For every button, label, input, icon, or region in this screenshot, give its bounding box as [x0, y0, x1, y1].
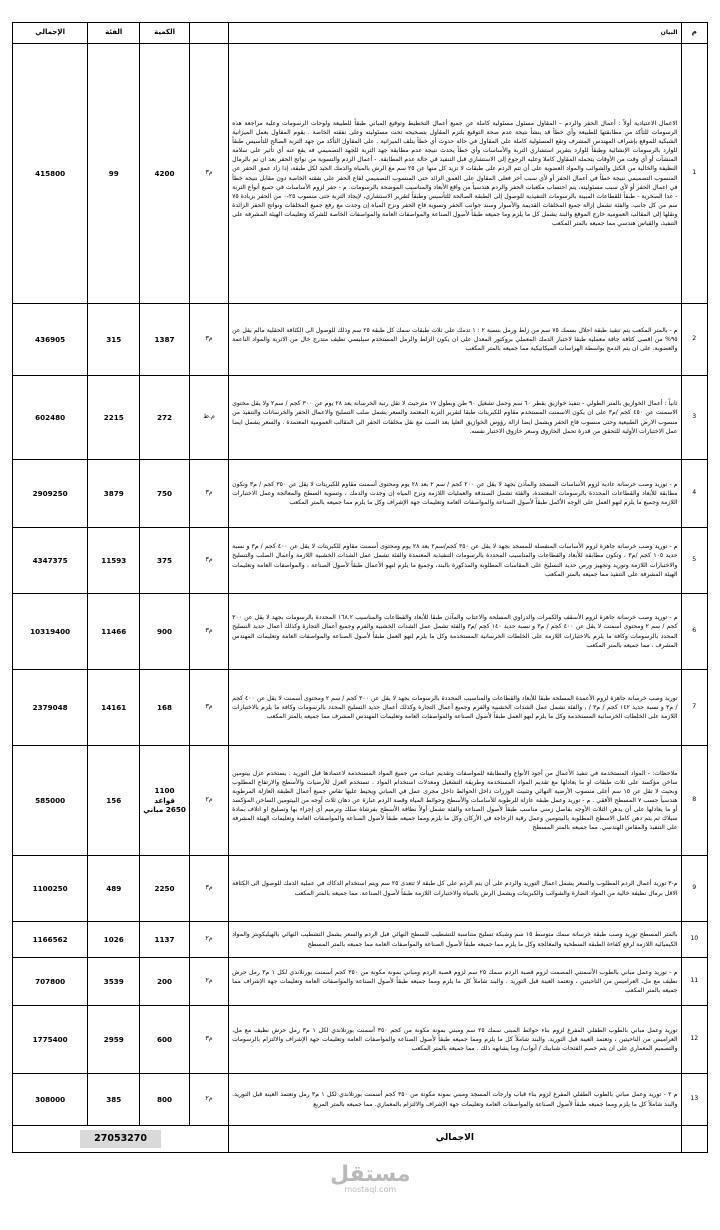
row-unit: م٣ [189, 1006, 228, 1074]
table-row [13, 376, 708, 460]
watermark-brand: مستقل [330, 1162, 411, 1187]
table-row [13, 460, 708, 528]
row-rate: 156 [88, 746, 140, 856]
row-quantity: 750 [140, 460, 190, 528]
row-rate: 2959 [88, 1006, 140, 1074]
row-quantity: 4200 [140, 44, 190, 304]
row-number: 9 [681, 856, 707, 922]
row-total: 602480 [13, 376, 88, 460]
watermark-domain: mostaql.com [344, 1185, 397, 1194]
row-number: 6 [681, 594, 707, 670]
table-body [13, 44, 708, 1126]
row-quantity: 800 [140, 1074, 190, 1126]
row-unit: م٣ [189, 594, 228, 670]
table-row [13, 594, 708, 670]
table-row [13, 44, 708, 304]
grand-total-row [13, 1126, 708, 1153]
row-unit: م٣ [189, 460, 228, 528]
row-number: 2 [681, 304, 707, 376]
row-rate: 315 [88, 304, 140, 376]
boq-table [12, 22, 708, 1153]
row-quantity: 272 [140, 376, 190, 460]
row-total: 2379048 [13, 670, 88, 746]
row-number: 5 [681, 528, 707, 594]
table-row [13, 746, 708, 856]
row-number: 10 [681, 922, 707, 958]
row-rate: 1026 [88, 922, 140, 958]
row-total: 1775400 [13, 1006, 88, 1074]
row-rate: 11593 [88, 528, 140, 594]
header-total: الإجمالي [13, 23, 88, 44]
row-description: م - توريد وصب خرسانة جاهزة لزوم الأسقف والكمرات والدراوي المسلحة والاعتاب والمآذن طبقا للأبعاد والقطاعات والمناسيب ١٦٨.٢ المحددة بالرسومات بجهد لا يقل عن ٣٠٠ كجم / سم ٢ ومحتوى أسمنت لا يقل عن ٤٠٠ كجم / م٣ و نسبة حديد ١٤٠ كجم /م٣ والفئة تشمل عمل الشدات الخشبية والفرم وجميع أعمال التجارة وكذلك أعمال حديد التسليح المحدد بالرسومات وكافة ما يلزم بالاختبارات اللازمة على الخلطات الخرسانية المستخدمة وكل ما يلزم لنهو العمل طبقاً لأصول الصناعة والمواصفات العامة وتعليمات المهندس المشرف . مما جميعه بالمتر المكعب [229, 594, 681, 670]
row-quantity: 2250 [140, 856, 190, 922]
table-row [13, 670, 708, 746]
row-quantity: 600 [140, 1006, 190, 1074]
row-total: 2909250 [13, 460, 88, 528]
row-rate: 3539 [88, 958, 140, 1006]
table-row [13, 304, 708, 376]
table-row [13, 1006, 708, 1074]
row-rate: 489 [88, 856, 140, 922]
row-unit: م٢ [189, 1074, 228, 1126]
row-description: الاعمال الاعتيادية أولاً : أعمال الحفر والردم – المقاول مسئول مسئولية كاملة عن جميع أعمال التخطيط وتوقيع المباني طبقاً للطبيعة ولوحات الرسومات وعلية مراجعة هذه الرسومات للتأكد من مطابقتها للطبيعة وأي خطأ قد ينشأ نتيجة عدم صحة التوقيع يلتزم المقاول بتصحيحه تحت مسئوليته وعلى نفقته الخاصة . يقوم المقاول بعمل الميزانية الشبكية للموقع بإشراف المهندس المشرف وتقع المسئولية كاملة على المقاول في حالة حدوث أي خطأ يتلف الميزانية . على المقاول التأكد من جهد التربة الصالح للتأسيس طبقاً للوارد بالرسومات الإنشائية وطبقاً للوارد بتقرير استشاري التربة والأساسات وأي خطأ يحدث نتيجة عدم مطابقة جهد التربة للجهد التصميمي فه يقع عنه أي تأثير على سلامة المنشآت أو أي وقت من الأوقات يتحمله المقاول كاملا وعليه الرجوع إلى الاستشاري قبل التنفيذ في حالة عدم المطابقة. - أعمال الردم والتسوية من نواتج الحفر بعد ان تم بالرمال النظيفة والخالية من الكتل والشوائب والمواد العضوية على أن تتم الردم على طبقات لا تزيد كل منها عن ٢٥ سم مع الرش بالمياه والدمك الجيد لكل طبقة، إذا زاد عمق الحفر عن المنسوب التصميمي نتيجة خطأ في أعمال الحفر أو لأي سبب آخر فعلى المقاول على العمق الزائد حتى المنسوب التصميمي لقاع الحفر على نفقته الخاصة دون مقابل نتيجة خطأ في اعمال الحفر أو لأي سبب مسئوليته، يتم احتساب مكعبات الحفر والردم هندسياً من واقع الأبعاد والمناسيب الموضحة بالرسومات. م - حفر لزوم الأساسات في جميع أنواع التربة - عدا الصخرية - طبقاً للقطاعات المبينة بالرسومات التنفيذية للوصول إلى الطبقة الصالحة للتأسيس وطبقاً لتقرير الاستشاري، لإيجاد التربة حتى منسوب ٢٥-٠ من الحفر بزيادة ٧٥ سم من كل جانب. والفئة تشمل إزالة جميع المخلفات القديمة والأسوار وسند جوانب الحفر وتسوية قاع الحفر ونزح المياه إن وجدت مع رفع جميع المخلفات ونواتج الحفر الزائدة ونقلها إلى المقالب العمومية خارج الموقع والبند يشمل كل ما يلزم وما جميعه طبقاً لأصول الصناعة والمواصفات العامة والمواصفات الخاصة للشركة وتعليمات الهيئة المشرفة على التنفيذ، والقياس هندسي مما جميعه بالمتر المكعب [229, 44, 681, 304]
row-description: م - توريد وصب خرسانة جاهزة لزوم الأساسات المنفصلة للمسجد بجهد لا يقل عن ٣٥٠ كجم/سم٢ بعد ٢٨ يوم ومحتوى أسمنت مقاوم للكبريتات لا يقل عن ٤٠٠ كجم / م٣ و نسبة حديد ١٠٥ كجم /م٣ ، وتكون مطابقة للأبعاد والقطاعات والمناسيب المحددة بالرسومات التنفيذية المعتمدة والفئة تشمل عمل الشدات الخشبية اللازمة وأعمال الصلب والتسليح والاختبارات اللازمة وتوريد وتجهيز ورص حديد التسليح على المقاسات المطلوبة والمذكورة بالبند، وجميع ما يلزم لنهو الأعمال طبقاً لأصول الصناعة ، والمواصفات العامة وتعليمات الهيئة المشرفة على التنفيذ مما جميعه بالمتر المكعب [229, 528, 681, 594]
row-number: 11 [681, 958, 707, 1006]
total-num-cell [681, 1126, 707, 1153]
row-description: توريد وصب خرسانة جاهزة لزوم الأعمدة المسلحة طبقا للأبعاد والقطاعات والمناسيب المحددة بالرسومات بجهد لا يقل عن ٣٠٠ كجم / سم ٢ ومحتوى أسمنت لا يقل عن ٤٠٠ كجم / م٣ و نسبة حديد ١٤٢ كجم / م٣ / ، والفئة تشمل عمل الشدات الخشبية والفرم وجميع أعمال التجارة وكذلك أعمال حديد التسليح المحدد بالرسومات وكافة ما يلزم بالاختبارات اللازمة على الخلطات الخرسانية المستخدمة وكل ما يلزم لنهو العمل طبقاً لأصول الصناعة والمواصفات العامة وتعليمات المهندس المشرف مما جميعه بالمتر المكعب [229, 670, 681, 746]
row-total: 436905 [13, 304, 88, 376]
header-unit [189, 23, 228, 44]
row-number: 13 [681, 1074, 707, 1126]
row-description: بالمتر المسطح توريد وصب طبقة خرسانة سمك متوسط ١٥ سم وشبكة تسليح متناسبة للتشطيب للسطح النهائي قبل الردم والسعر يشمل التشطيب النهائي بالهيليكوبتر والمواد الكيميائية اللازمة لرفع كفاءة الطبقة السطحية والمعالجة وكل ما يلزم مما جميعه طبقاً لأصول الصناعة والمواصفات العامة مما جميعه بالمتر المسطح [229, 922, 681, 958]
table-row [13, 922, 708, 958]
row-quantity: 1137 [140, 922, 190, 958]
row-rate: 11466 [88, 594, 140, 670]
row-total: 10319400 [13, 594, 88, 670]
row-description: ثانياً : أعمال الخوازيق بالمتر الطولي - تنفيذ خوازيق بقطر ٦٠ سم وحمل تشغيل ٩٠ طن وبطول ١٧ مترحيث لا تقل رتبة الخرسانة بعد ٢٨ يوم عن ٣٠٠ كجم / سم٢ ولا يقل محتوى الاسمنت عن ٤٥٠ كجم /م٣ على ان يكون الاسمنت المستخدم مقاوم للكبريتات طبقا لتقرير التربة المعتمد والسعر يشمل صلب التسليح والاعمال الحفر والخرسانات والتنفيذ من منسوب الارض الطبيعية وحتى منسوب قاع الحفر ويشمل ايضا ازالة رؤوس الخوازيق العليا بعد الصب مع نقل مخلفات الحفر الى المقالب العمومية المعتمدة . والسعر يشمل ايضا عمل الاختبارات الأولية للتحقق من قدرة تحمل الخازوق وسعر خازوق الاختبار نفسه. [229, 376, 681, 460]
row-total: 4347375 [13, 528, 88, 594]
row-rate: 2215 [88, 376, 140, 460]
row-number: 7 [681, 670, 707, 746]
table-header-row [13, 23, 708, 44]
row-total: 415800 [13, 44, 88, 304]
row-unit: م٣ [189, 304, 228, 376]
row-total: 585000 [13, 746, 88, 856]
row-unit: م٢ [189, 746, 228, 856]
row-number: 4 [681, 460, 707, 528]
row-number: 8 [681, 746, 707, 856]
row-total: 707800 [13, 958, 88, 1006]
row-number: 12 [681, 1006, 707, 1074]
row-number: 1 [681, 44, 707, 304]
row-description: م ٢ - توريد وعمل مباني بالطوب الطفلي المفرغ لزوم بناء قباب وارجات المسجد ومبني بمونة مكونة من ٣٥٠ كجم أسمنت بورتلاندي لكل ١ م٣ رمل وتعتمد العينة قبل التوريد. والبند شاملاً كل ما يلزم ومما جميعه طبقاً لأصول الصناعة والمواصفات العامة وتعليمات جهة الإشراف والالتزام بالمعماري. مما جميعه بالمتر المربع [229, 1074, 681, 1126]
table-row [13, 528, 708, 594]
table-row [13, 958, 708, 1006]
grand-total-cell [13, 1126, 229, 1153]
row-rate: 385 [88, 1074, 140, 1126]
row-unit: م.ط [189, 376, 228, 460]
row-quantity: 900 [140, 594, 190, 670]
row-quantity: 168 [140, 670, 190, 746]
grand-total-value: 27053270 [80, 1130, 161, 1149]
row-number: 3 [681, 376, 707, 460]
row-description: توريد وعمل مباني بالطوب الطفلي المفرغ لزوم بناء حوائط المبنى سمك ٢٥ سم ومبني بمونة مكونة من كجم ٣٥٠ أسمنت بورتلاندي لكل ١ م٣ رمل حرش نظيف مع مل، العراميس من الناحيتين ، وتعتمد العينة قبل التوريد. والبند شاملاً كل ما يلزم ومما جميعه طبقاً لأصول الصناعة والمواصفات العامة وتعليمات جهة الإشراف والالتزام بالرسومات والتصميم المعماري على ان يتم خصم الفتحات شبابيك / أبواب/ وما يشابهه ذلك . مما جميعه بالمتر المكعب [229, 1006, 681, 1074]
row-unit: م٣ [189, 670, 228, 746]
row-quantity: 1387 [140, 304, 190, 376]
table-row [13, 856, 708, 922]
row-unit: م٣ [189, 44, 228, 304]
header-quantity: الكمية [140, 23, 190, 44]
row-quantity: 375 [140, 528, 190, 594]
row-description: ملاحظات: - المواد المستخدمة في تنفيذ الأعمال من أجود الأنواع والمطابقة للمواصفات وتقديم عينات من جميع المواد المستخدمة لاعتمادها قبل التوريد . يستخدم عزل بيتومين ساخن مؤكسد على ثلاث طبقات او ما يعادلها مع تقديم المواد المستخدمة وطريقة التشغيل ومعدلات استخدام المواد . تستخدم العزل للأرضيات والأسطح والارتفاع المطلوب وبحيث لا تقل عن ١٥ سم أعلى منسوب الأرضية النهائي وتثبيت الوزرات داخل الحوائط داخل مجرى عمل في المباني ويحيط عليها تقاس جميع أعمال الطبقة العازلة المرطوبة هندسياً حسب ٧ المسطح الأفقي . م - توريد وعمل طبقة عازلة للرطوبة للأساسات والأسطح وحوائط المياه وقصة الردم عبارة عن دهان ثلاث أوجه من البيتومين الساخن المؤكسد أو ما يعادلها على أن يدهن الثلاث الأوجه بفاصل زمني مناسب طبقاً لأصول الصناعة والفئة تشمل أولاً نظافة الأسطح بفرشاة سلك وترميم أي إجزاء بها وتصليح او اتلاف بمادة سيلاك ثم يتم دهن كامل الاسطح المطلوبة بالبيتومين وعمل رقبة الزجاجة في الأركان وكل ما يلزم ومما جميعه طبقاً لأصول الصناعة والمواصفات العامة وتعليمات الهيئة المشرفة على التنفيذ والمقاس الهندسي. مما جميعه بالمتر المسطح [229, 746, 681, 856]
row-unit: م٢ [189, 922, 228, 958]
row-description: م - توريد وعمل مباني بالطوب الأسمنتي المصمت لزوم قصبة الردم سمك ٢٥ سم لزوم قصبة الردم ومباني بمونة مكونة من ٣٥٠ كجم أسمنت بورتلاندي لكل ١ م٣ رمل حرش نظيف مع مل، العراميس من الناحيتين ، وتعتمد العينة قبل التوريد . والبند شاملاً كل ما يلزم ومما جميعه طبقاً لأصول الصناعة والمواصفات العامة وتعليمات جهة الإشراف مما جميعه بالمتر المكعب [229, 958, 681, 1006]
row-rate: 14161 [88, 670, 140, 746]
row-total: 1100250 [13, 856, 88, 922]
boq-sheet [12, 22, 708, 1153]
row-quantity: 1100 قواعد 2650 مباني [140, 746, 190, 856]
header-description: البيان [229, 23, 681, 44]
watermark-logo [330, 1162, 410, 1194]
row-unit: م٣ [189, 528, 228, 594]
table-row [13, 1074, 708, 1126]
header-rate: الفئة [88, 23, 140, 44]
row-total: 308000 [13, 1074, 88, 1126]
row-quantity: 200 [140, 958, 190, 1006]
row-description: م - بالمتر المكعب يتم تنفيذ طبقة احلال بسمك ٧٥ سم من زلط ورمل بنسبة ٢ : ١ تدمك على ثلاث طبقات سمك كل طبقة ٢٥ سم وذلك للوصول الى الكثافة الحقلية مالم يقل عن ٩٥% من اقصى كثافة جافة معملية طبقا لاختبار الدمك المعملي بروكتور المعدل على ان يكون الزلط والرمل المستخدم سيليسي نظيف متدرج خال من الاتربة والمواد الناعمة والعضوية. على ان يتم الدمج بواسطة الهراسات الميكانيكية مما جميعه بالمتر المكعب [229, 304, 681, 376]
row-description: م-٣ توريد أعمال الردم المطلوب والسعر يشمل اعمال التوريد والردم على أن يتم الردم على كل طبقة لا تتعدى ٢٥ سم ويتم استخدام الدكاك في عملية الدمك للوصول الى الكثافة الاقل برمال نظيفة خالية من المواد الضارة والشوائب والكبريتات ويشمل الرش بالمياه والاختبارات اللازمة طبقاً لأصول الصناعة. مما جميعه بالمتر المكعب [229, 856, 681, 922]
row-unit: م٢ [189, 958, 228, 1006]
row-total: 1166562 [13, 922, 88, 958]
row-unit: م٣ [189, 856, 228, 922]
row-rate: 3879 [88, 460, 140, 528]
grand-total-label: الاجمالي [229, 1126, 681, 1153]
row-rate: 99 [88, 44, 140, 304]
header-num: م [681, 23, 707, 44]
row-description: م - توريد وصب خرسانة عادية لزوم الأساسات المسجد والمآذن بجهد لا يقل عن ٢٠٠ كجم / سم ٢ بعد ٢٨ يوم ومحتوى أسمنت مقاوم للكبريتات لا يقل عن ٣٥٠ كجم / م٣ وتكون مطابقة للأبعاد والقطاعات المحددة بالرسومات المعتمدة، والفئة تشمل الصندقة والعمليات اللازمة ونزح المياه إن وجدت والدمك ، وتسوية السطح والمعالجة وعمل الاختبارات اللازمة وجميع ما يلزم لنهو العمل على الوجه الأكمل طبقاً لأصول الصناعة والمواصفات العامة وتعليمات جهة الإشراف وكل ما يلزم مما جميعه بالمتر المكعب [229, 460, 681, 528]
